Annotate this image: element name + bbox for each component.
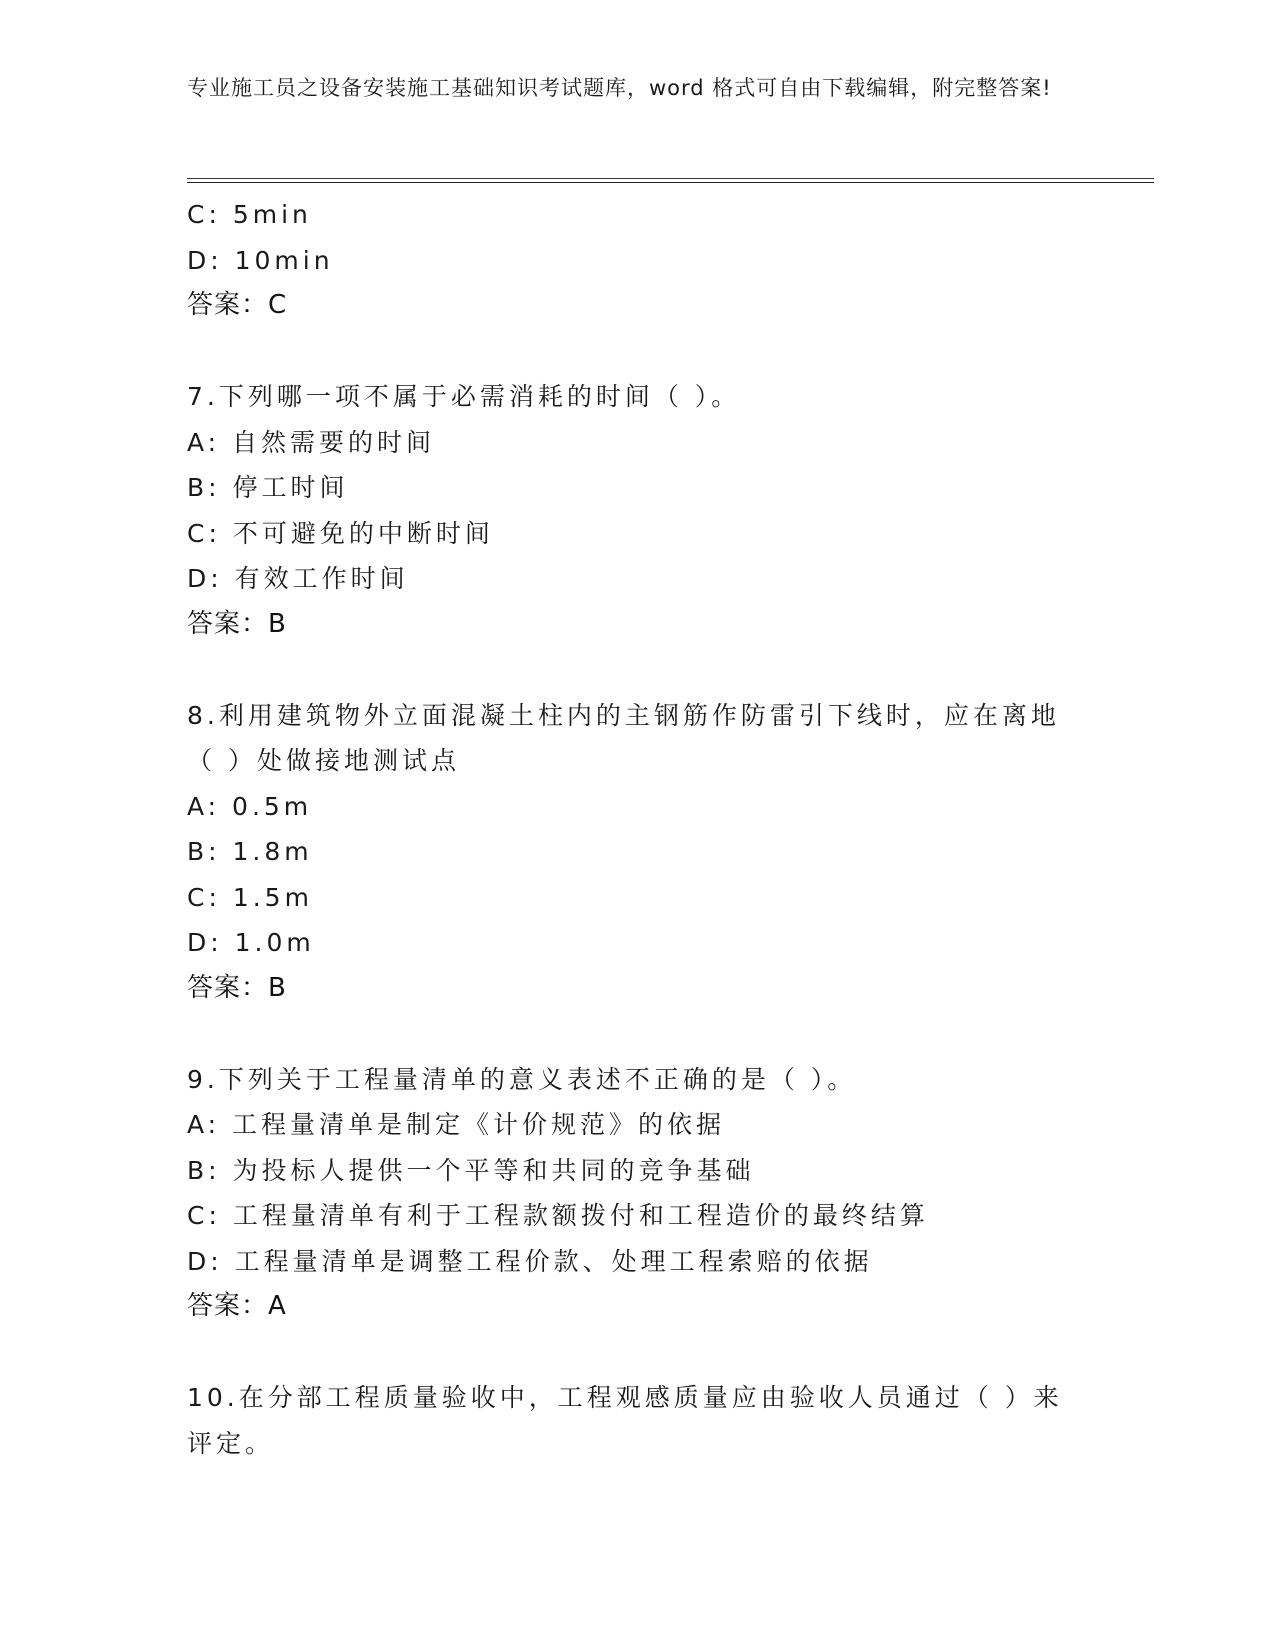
q8-stem-line2: （ ）处做接地测试点 [187, 746, 460, 775]
q8-stem-line1: 8.利用建筑物外立面混凝土柱内的主钢筋作防雷引下线时，应在离地 [187, 700, 1060, 730]
q10-stem-line2: 评定。 [187, 1428, 275, 1458]
spacer [187, 647, 1087, 693]
q7-option-c: C: 不可避免的中断时间 [187, 518, 494, 548]
question-content [187, 192, 1087, 1466]
q6-answer: 答案：C [187, 290, 288, 320]
q8-option-c: C: 1.5m [187, 882, 313, 912]
q6-option-c: C: 5min [187, 200, 312, 229]
q9-option-c: C: 工程量清单有利于工程款额拨付和工程造价的最终结算 [187, 1201, 929, 1230]
spacer [187, 329, 1087, 375]
q7-answer: 答案：B [187, 608, 287, 639]
header-divider-bottom [187, 182, 1154, 183]
q7-option-b: B: 停工时间 [187, 473, 349, 502]
spacer [187, 1330, 1087, 1376]
q9-option-b: B: 为投标人提供一个平等和共同的竞争基础 [187, 1155, 755, 1185]
q9-answer: 答案：A [187, 1291, 287, 1321]
q7-stem: 7.下列哪一项不属于必需消耗的时间（ ）。 [187, 382, 741, 411]
spacer [187, 1011, 1087, 1057]
q9-option-d: D: 工程量清单是调整工程价款、处理工程索赔的依据 [187, 1246, 873, 1276]
q8-option-d: D: 1.0m [187, 928, 315, 957]
document-header: 专业施工员之设备安装施工基础知识考试题库，word 格式可自由下载编辑，附完整答案! [187, 76, 1052, 100]
q7-option-a: A: 自然需要的时间 [187, 427, 436, 457]
q10-stem-line1: 10.在分部工程质量验收中，工程观感质量应由验收人员通过（ ）来 [187, 1383, 1063, 1412]
q8-option-b: B: 1.8m [187, 837, 313, 866]
q6-option-d: D: 10min [187, 245, 334, 275]
header-divider-top [187, 178, 1154, 179]
q8-answer: 答案：B [187, 972, 287, 1003]
q9-stem: 9.下列关于工程量清单的意义表述不正确的是（ ）。 [187, 1064, 857, 1094]
q8-option-a: A: 0.5m [187, 791, 313, 821]
q9-option-a: A: 工程量清单是制定《计价规范》的依据 [187, 1110, 726, 1139]
q7-option-d: D: 有效工作时间 [187, 564, 409, 593]
